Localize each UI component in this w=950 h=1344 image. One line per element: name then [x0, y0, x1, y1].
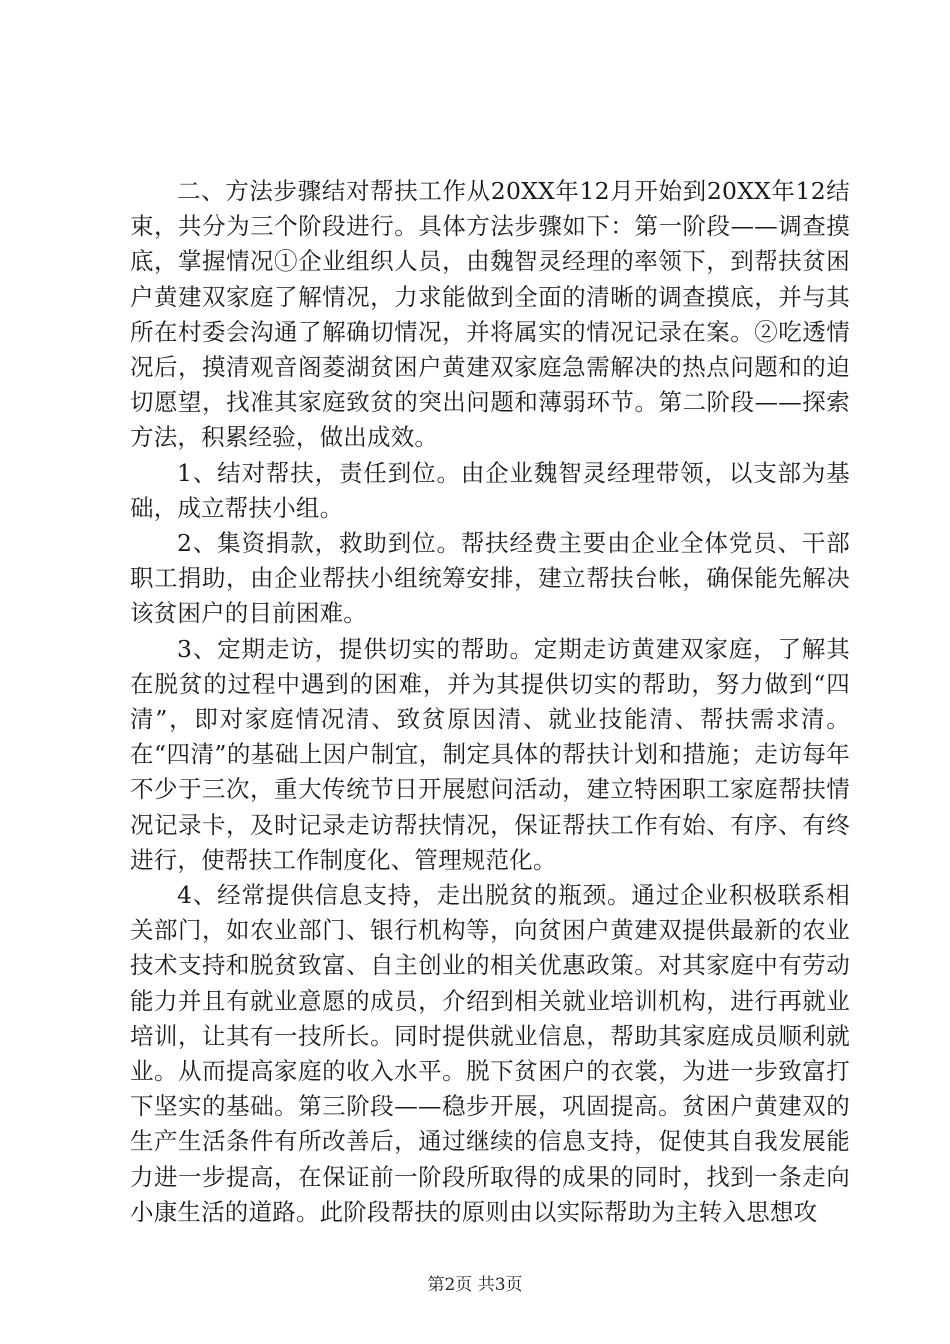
paragraph-item-1: 1、结对帮扶，责任到位。由企业魏智灵经理带领，以支部为基础，成立帮扶小组。	[130, 458, 850, 522]
page-footer: 第2页 共3页	[427, 1275, 523, 1295]
paragraph-methods-steps: 二、方法步骤结对帮扶工作从20XX年12月开始到20XX年12结束，共分为三个阶段进行。具体方法步骤如下：第一阶段——调查摸底，掌握情况①企业组织人员，由魏智灵经理的率领下，到帮扶贫困户黄建双家庭了解情况，力求能做到全面的清晰的调查摸底，并与其所在村委会沟通了解确切情况，并将属实的情况记录在案。②吃透情况后，摸清观音阁菱湖贫困户黄建双家庭急需解决的热点问题和的迫切愿望，找准其家庭致贫的突出问题和薄弱环节。第二阶段——探索方法，积累经验，做出成效。	[130, 177, 850, 452]
paragraph-item-2: 2、集资捐款，救助到位。帮扶经费主要由企业全体党员、干部职工捐助，由企业帮扶小组统筹安排，建立帮扶台帐，确保能先解决该贫困户的目前困难。	[130, 529, 850, 628]
paragraph-item-3: 3、定期走访，提供切实的帮助。定期走访黄建双家庭，了解其在脱贫的过程中遇到的困难，并为其提供切实的帮助，努力做到“四清”，即对家庭情况清、致贫原因清、就业技能清、帮扶需求清。在“四清”的基础上因户制宜，制定具体的帮扶计划和措施；走访每年不少于三次，重大传统节日开展慰问活动，建立特困职工家庭帮扶情况记录卡，及时记录走访帮扶情况，保证帮扶工作有始、有序、有终进行，使帮扶工作制度化、管理规范化。	[130, 634, 850, 874]
document-body	[130, 174, 850, 1230]
paragraph-item-4: 4、经常提供信息支持，走出脱贫的瓶颈。通过企业积极联系相关部门，如农业部门、银行机构等，向贫困户黄建双提供最新的农业技术支持和脱贫致富、自主创业的相关优惠政策。对其家庭中有劳动能力并且有就业意愿的成员，介绍到相关就业培训机构，进行再就业培训，让其有一技所长。同时提供就业信息，帮助其家庭成员顺利就业。从而提高家庭的收入水平。脱下贫困户的衣裳，为进一步致富打下坚实的基础。第三阶段——稳步开展，巩固提高。贫困户黄建双的生产生活条件有所改善后，通过继续的信息支持，促使其自我发展能力进一步提高，在保证前一阶段所取得的成果的同时，找到一条走向小康生活的道路。此阶段帮扶的原则由以实际帮助为主转入思想攻	[130, 881, 850, 1226]
